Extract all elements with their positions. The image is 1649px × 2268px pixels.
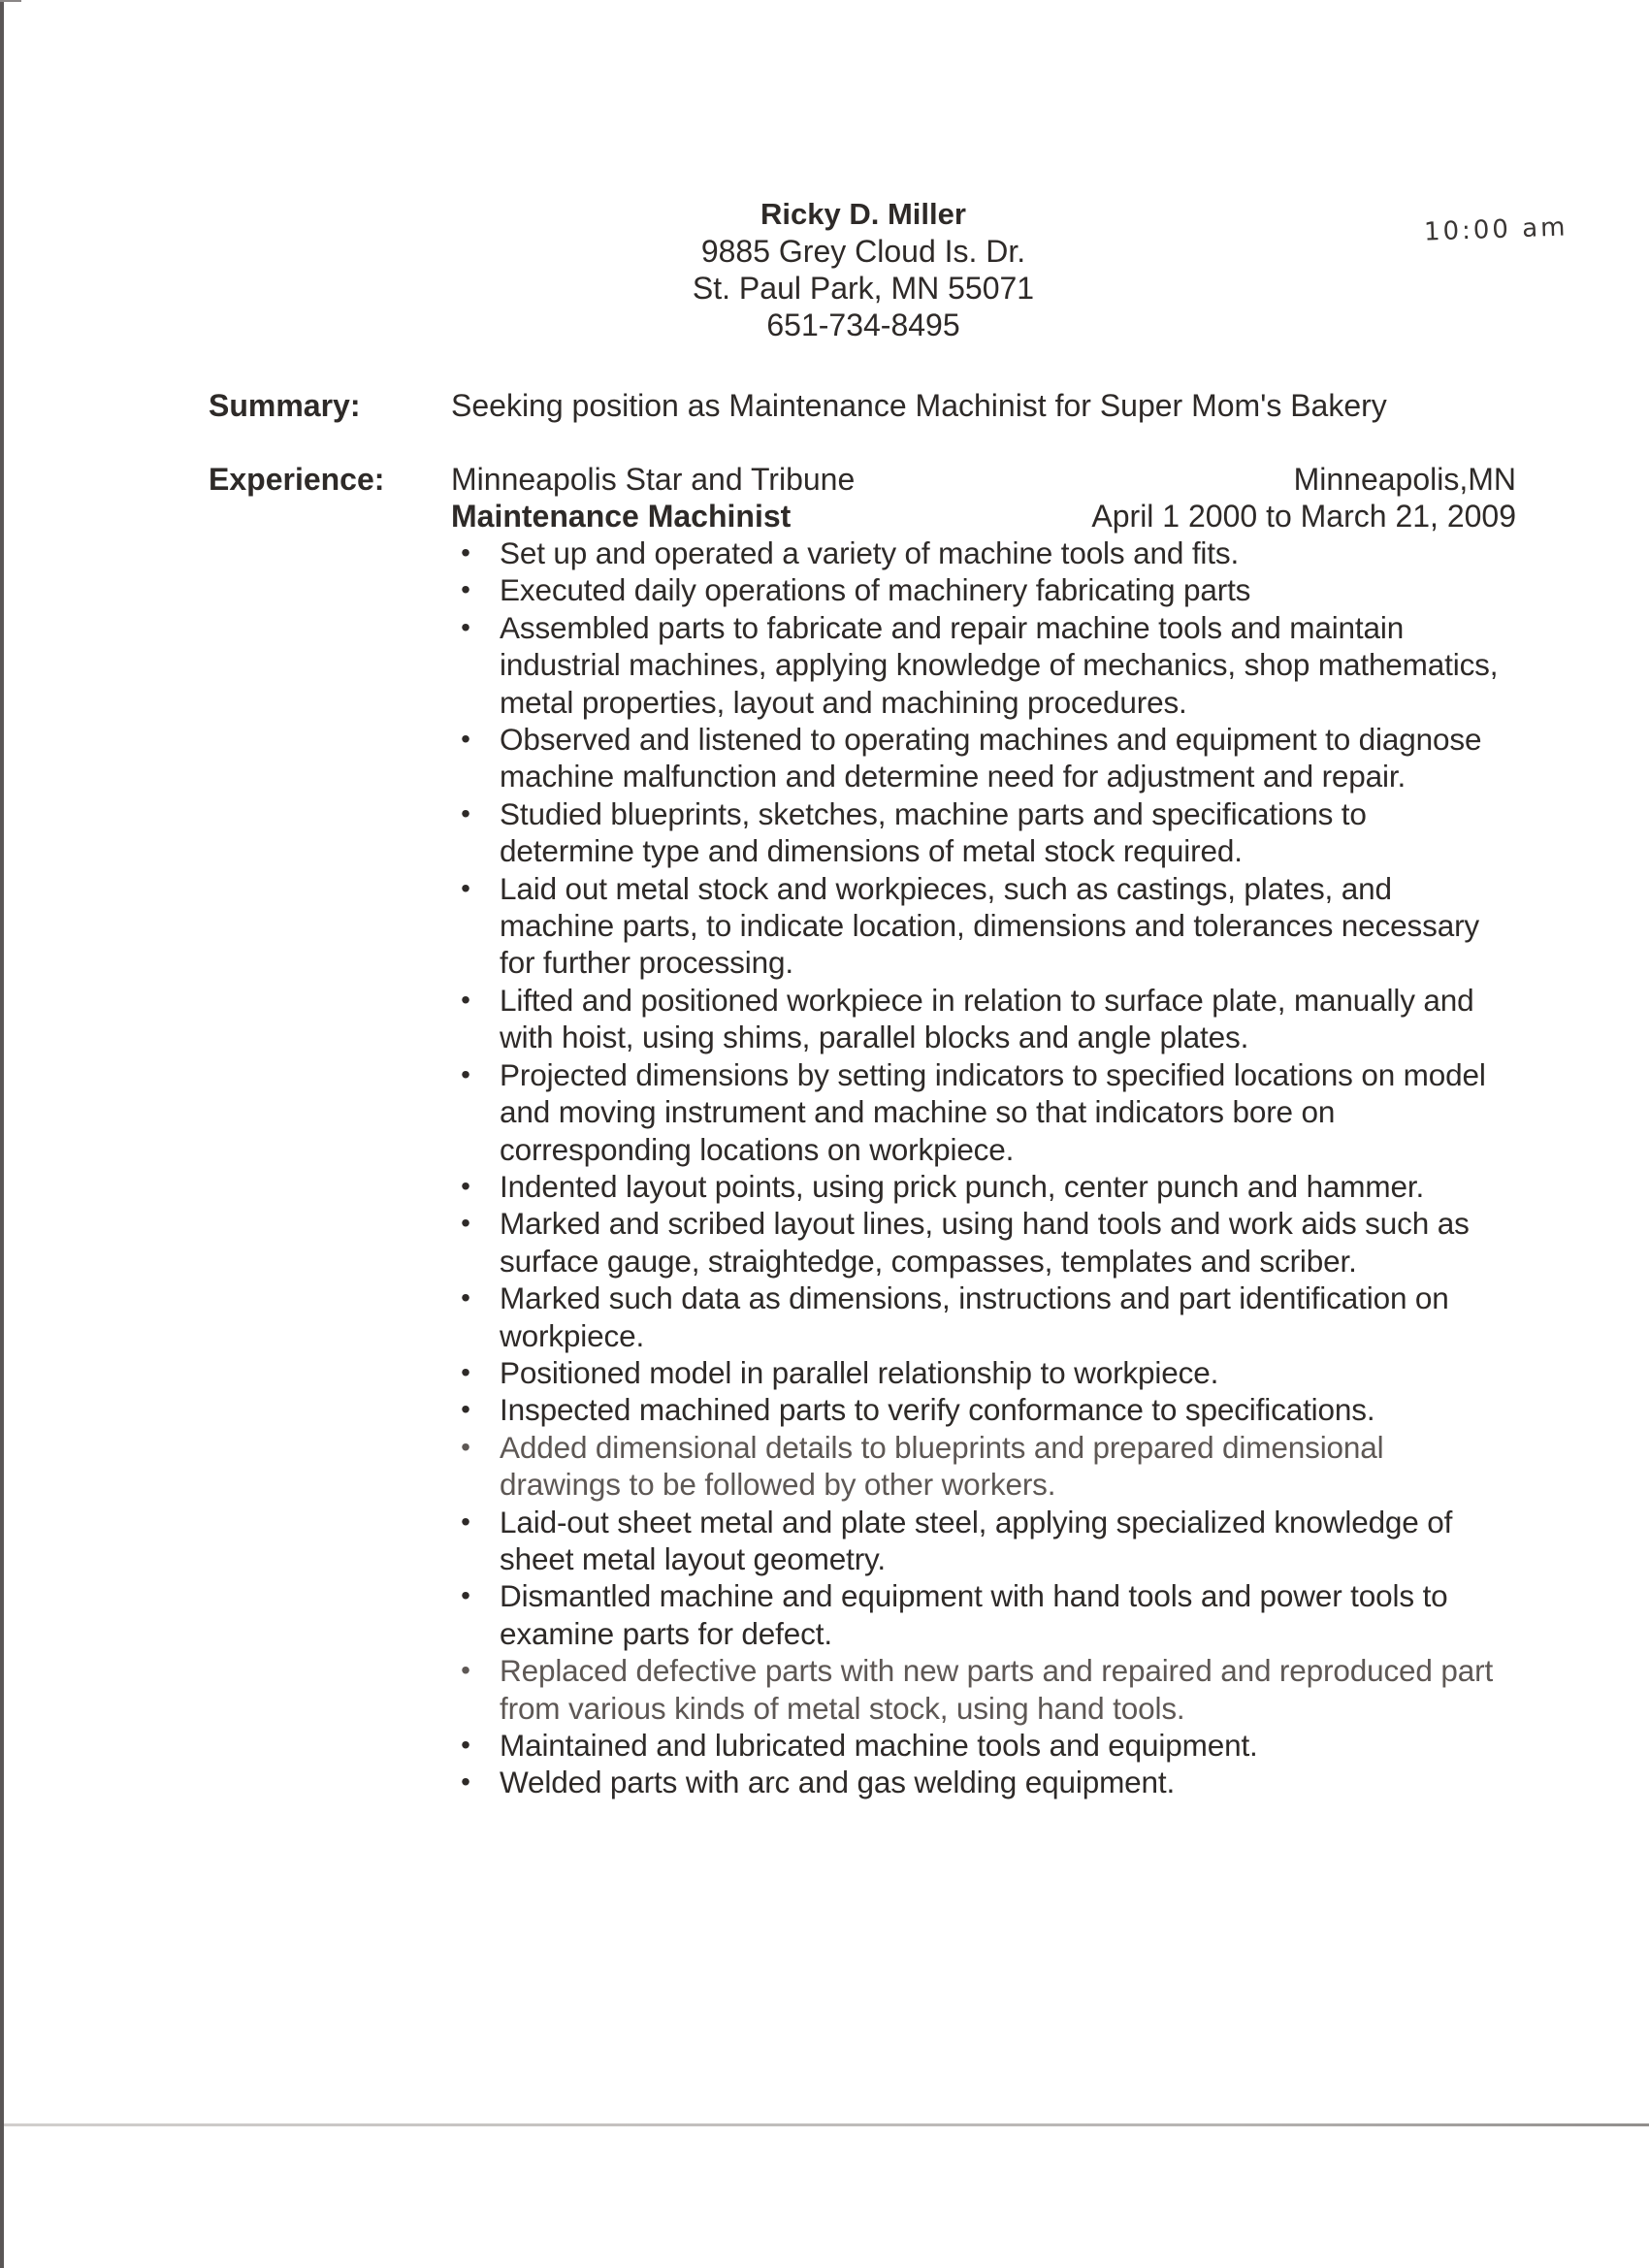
bullet-icon: • bbox=[461, 1431, 470, 1462]
position-row bbox=[451, 498, 1516, 535]
bullet-icon: • bbox=[461, 1506, 470, 1537]
employer-row bbox=[451, 461, 1516, 498]
address-line-1: 9885 Grey Cloud Is. Dr. bbox=[700, 234, 1026, 269]
duty-item: • Lifted and positioned workpiece in relation to surface plate, manually and with hoist, using shims, parallel blocks and angle plates. bbox=[451, 982, 1508, 1056]
phone-number: 651-734-8495 bbox=[766, 308, 960, 342]
duty-item: • Laid out metal stock and workpieces, such as castings, plates, and machine parts, to indicate location, dimensions and tolerances necessary for further processing. bbox=[451, 870, 1508, 982]
experience-entry bbox=[451, 461, 1516, 1801]
duties-list bbox=[451, 535, 1516, 1801]
bullet-icon: • bbox=[461, 611, 470, 642]
bullet-icon: • bbox=[461, 724, 470, 755]
bullet-icon: • bbox=[461, 1655, 470, 1686]
duty-item: • Marked and scribed layout lines, using hand tools and work aids such as surface gauge, straightedge, compasses, templates and scriber. bbox=[451, 1205, 1508, 1280]
duty-item: • Laid-out sheet metal and plate steel, applying specialized knowledge of sheet metal layout geometry. bbox=[451, 1504, 1508, 1578]
duty-item: • Observed and listened to operating machines and equipment to diagnose machine malfunction and determine need for adjustment and repair. bbox=[451, 721, 1508, 795]
job-title: Maintenance Machinist bbox=[451, 499, 792, 534]
duty-item: • Indented layout points, using prick punch, center punch and hammer. bbox=[451, 1168, 1508, 1205]
bullet-icon: • bbox=[461, 1058, 470, 1089]
bullet-icon: • bbox=[461, 574, 470, 605]
bullet-icon: • bbox=[461, 984, 470, 1015]
duty-item: • Replaced defective parts with new parts and repaired and reproduced part from various kinds of metal stock, using hand tools. bbox=[451, 1652, 1508, 1727]
duty-item: • Welded parts with arc and gas welding equipment. bbox=[451, 1764, 1508, 1800]
bullet-icon: • bbox=[461, 1356, 470, 1387]
bullet-icon: • bbox=[461, 872, 470, 903]
applicant-name: Ricky D. Miller bbox=[760, 197, 966, 231]
bullet-icon: • bbox=[461, 1766, 470, 1798]
duty-item: • Marked such data as dimensions, instructions and part identification on workpiece. bbox=[451, 1280, 1508, 1354]
duty-item: • Projected dimensions by setting indicators to specified locations on model and moving instrument and machine so that indicators bore on corresponding locations on workpiece. bbox=[451, 1056, 1508, 1168]
summary-label: Summary: bbox=[209, 388, 361, 423]
duty-item: • Set up and operated a variety of machine tools and fits. bbox=[451, 535, 1508, 571]
bullet-icon: • bbox=[461, 1282, 470, 1313]
bullet-icon: • bbox=[461, 1170, 470, 1201]
duty-item: • Added dimensional details to blueprints and prepared dimensional drawings to be followed by other workers. bbox=[451, 1429, 1508, 1504]
bullet-icon: • bbox=[461, 1208, 470, 1239]
duty-item: • Positioned model in parallel relationship to workpiece. bbox=[451, 1354, 1508, 1391]
address-line-2: St. Paul Park, MN 55071 bbox=[692, 271, 1035, 306]
bullet-icon: • bbox=[461, 797, 470, 828]
experience-label: Experience: bbox=[209, 462, 385, 497]
duty-item: • Executed daily operations of machinery fabricating parts bbox=[451, 571, 1508, 608]
employer-name: Minneapolis Star and Tribune bbox=[451, 462, 856, 497]
duty-item: • Assembled parts to fabricate and repair machine tools and maintain industrial machines, applying knowledge of mechanics, shop mathematics, metal properties, layout and machining procedures. bbox=[451, 609, 1508, 721]
duty-item: • Dismantled machine and equipment with hand tools and power tools to examine parts for defect. bbox=[451, 1577, 1508, 1652]
handwritten-time-note: 10:00 am bbox=[1423, 212, 1568, 247]
scan-artifact-line bbox=[4, 2123, 1649, 2126]
duty-item: • Studied blueprints, sketches, machine parts and specifications to determine type and dimensions of metal stock required. bbox=[451, 795, 1508, 870]
duty-item: • Maintained and lubricated machine tools and equipment. bbox=[451, 1727, 1508, 1764]
scan-edge-top bbox=[0, 0, 21, 2]
resume-header bbox=[0, 196, 1649, 343]
duty-item: • Inspected machined parts to verify conformance to specifications. bbox=[451, 1391, 1508, 1428]
employment-dates: April 1 2000 to March 21, 2009 bbox=[1091, 499, 1516, 534]
employer-location: Minneapolis,MN bbox=[1293, 462, 1516, 497]
summary-text: Seeking position as Maintenance Machinist for Super Mom's Bakery bbox=[451, 388, 1387, 423]
bullet-icon: • bbox=[461, 1580, 470, 1611]
bullet-icon: • bbox=[461, 537, 470, 567]
bullet-icon: • bbox=[461, 1394, 470, 1425]
bullet-icon: • bbox=[461, 1730, 470, 1760]
